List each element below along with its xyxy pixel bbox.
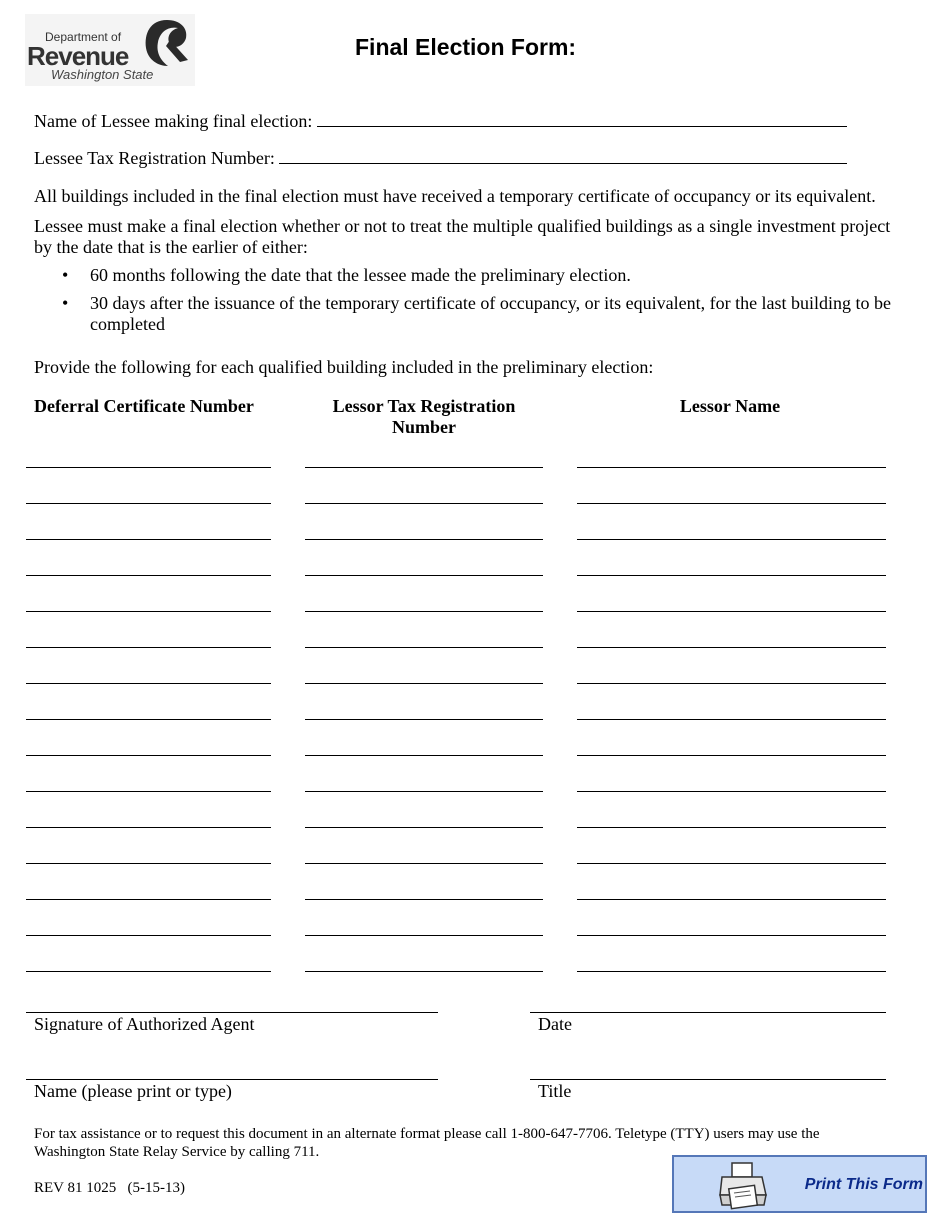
col-header-lessor-name: Lessor Name [679,396,781,416]
lessor-trn-field[interactable] [305,827,543,828]
assistance-note: For tax assistance or to request this document in an alternate format please call 1-800-647-7706. Teletype (TTY) users may use the Washington State Relay Service by calling 711. [34,1126,820,1160]
lessee-name-field[interactable] [317,110,847,127]
lessor-name-field[interactable] [577,971,886,972]
swoosh-logo-icon [140,16,194,70]
deferral-cert-field[interactable] [26,611,271,612]
instruction-para-1: All buildings included in the final election must have received a temporary certificate of occupancy or its equivalent. [34,186,876,206]
lessor-name-field[interactable] [577,935,886,936]
lessor-trn-field[interactable] [305,755,543,756]
deferral-cert-field[interactable] [26,971,271,972]
form-title: Final Election Form: [355,34,577,60]
dor-logo [25,14,195,86]
lessor-name-field[interactable] [577,899,886,900]
date-label: Date [538,1014,572,1034]
logo-dept-text: Department of [45,30,122,44]
lessee-name-label: Name of Lessee making final election: [34,111,313,131]
lessor-name-field[interactable] [577,647,886,648]
lessee-trn-row [34,147,847,169]
signature-field[interactable] [26,1012,438,1013]
lessor-trn-field[interactable] [305,791,543,792]
signature-label: Signature of Authorized Agent [34,1014,255,1034]
deferral-cert-field[interactable] [26,863,271,864]
printer-icon [716,1161,770,1211]
deferral-cert-field[interactable] [26,791,271,792]
deferral-cert-field[interactable] [26,467,271,468]
deferral-cert-field[interactable] [26,719,271,720]
lessor-name-field[interactable] [577,539,886,540]
lessor-trn-field[interactable] [305,899,543,900]
print-form-button[interactable] [672,1155,927,1213]
deadline-list [34,265,914,342]
lessor-name-field[interactable] [577,611,886,612]
lessor-name-field[interactable] [577,467,886,468]
lessor-trn-field[interactable] [305,503,543,504]
instruction-para-3: Provide the following for each qualified building included in the preliminary election: [34,357,654,377]
logo-revenue-text: Revenue [27,41,129,71]
title-field[interactable] [530,1079,886,1080]
lessor-trn-field[interactable] [305,935,543,936]
lessor-name-field[interactable] [577,863,886,864]
lessor-trn-field[interactable] [305,647,543,648]
lessor-trn-field[interactable] [305,539,543,540]
lessee-name-row [34,110,847,132]
deadline-item: • 30 days after the issuance of the temporary certificate of occupancy, or its equivalent, for the last building to be completed [34,293,914,335]
lessor-trn-field[interactable] [305,683,543,684]
deferral-cert-field[interactable] [26,827,271,828]
deferral-cert-field[interactable] [26,503,271,504]
lessor-trn-field[interactable] [305,467,543,468]
deferral-cert-field[interactable] [26,935,271,936]
lessee-trn-field[interactable] [279,147,847,164]
print-name-field[interactable] [26,1079,438,1080]
lessor-trn-field[interactable] [305,719,543,720]
lessor-name-field[interactable] [577,755,886,756]
instruction-para-2: Lessee must make a final election whether or not to treat the multiple qualified buildings as a single investment project by the date that is the earlier of either: [34,216,891,257]
deferral-cert-field[interactable] [26,647,271,648]
lessor-name-field[interactable] [577,719,886,720]
logo-state-text: Washington State [51,67,154,82]
col-header-lessor-trn: Lessor Tax Registration Number [332,396,516,437]
deadline-item: • 60 months following the date that the lessee made the preliminary election. [34,265,914,286]
lessor-trn-field[interactable] [305,611,543,612]
lessor-name-field[interactable] [577,683,886,684]
date-field[interactable] [530,1012,886,1013]
title-label: Title [538,1081,572,1101]
form-id: REV 81 1025 (5-15-13) [34,1180,185,1196]
lessor-name-field[interactable] [577,791,886,792]
lessor-name-field[interactable] [577,827,886,828]
print-form-label: Print This Form [804,1176,923,1193]
lessor-trn-field[interactable] [305,971,543,972]
print-name-label: Name (please print or type) [34,1081,232,1101]
lessor-name-field[interactable] [577,575,886,576]
col-header-deferral: Deferral Certificate Number [34,396,254,416]
lessor-name-field[interactable] [577,503,886,504]
deferral-cert-field[interactable] [26,755,271,756]
lessee-trn-label: Lessee Tax Registration Number: [34,148,275,168]
deferral-cert-field[interactable] [26,575,271,576]
deferral-cert-field[interactable] [26,683,271,684]
lessor-trn-field[interactable] [305,863,543,864]
deferral-cert-field[interactable] [26,899,271,900]
deferral-cert-field[interactable] [26,539,271,540]
lessor-trn-field[interactable] [305,575,543,576]
